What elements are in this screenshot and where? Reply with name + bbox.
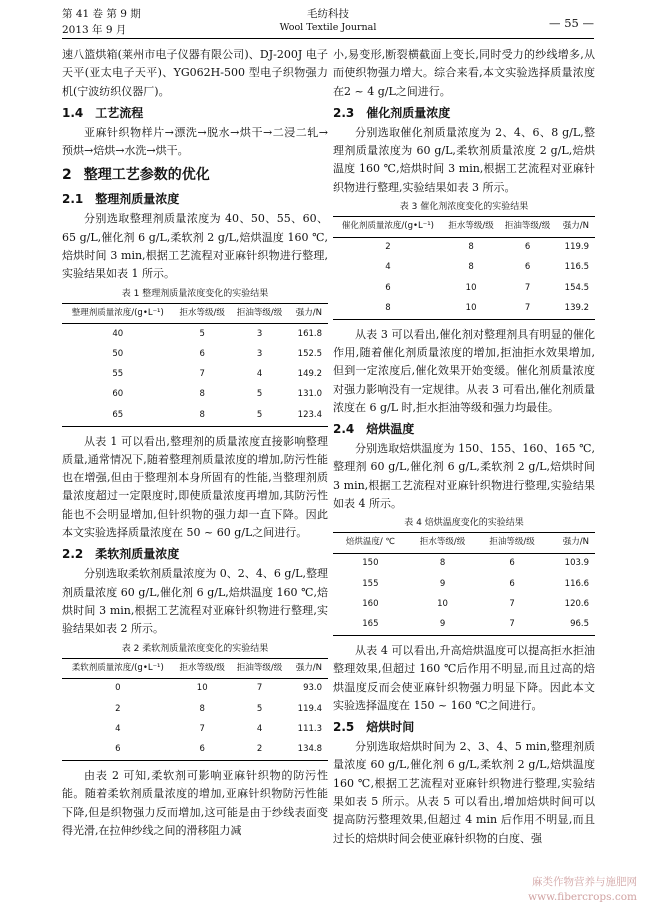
table-cell: 8	[199, 389, 205, 400]
table-cell: 161.8	[297, 328, 322, 339]
table-cell: 131.0	[297, 389, 322, 400]
table-3	[333, 216, 595, 320]
table-header-cell: 拒水等级/级	[179, 307, 225, 318]
table-1-caption: 表 1 整理剂质量浓度变化的实验结果	[121, 288, 269, 299]
catalyst-paragraph: 分别选取催化剂质量浓度为 2、4、6、8 g/L,整理剂质量浓度为 60 g/L,柔软剂质量浓度 2 g/L,焙烘温度 160 ℃,焙烘时间 3 min,根据工艺流程对亚麻针织物进行整理,实验结果如表 3 所示。	[333, 125, 595, 194]
table-header-cell: 焙烘温度/ ℃	[345, 537, 395, 548]
table-cell: 6	[199, 744, 205, 755]
right-column	[333, 46, 595, 848]
section-heading-2-5	[333, 717, 595, 737]
section-title: 整理工艺参数的优化	[83, 167, 210, 184]
section-heading-2-4	[333, 419, 595, 439]
table-cell: 6	[524, 262, 531, 273]
table-2	[62, 658, 328, 762]
table-header-cell: 拒油等级/级	[236, 662, 283, 673]
table-cell: 134.8	[297, 744, 322, 755]
table-cell: 7	[524, 302, 531, 313]
table-header-cell: 拒水等级/级	[179, 662, 225, 673]
table-cell: 55	[112, 369, 124, 380]
journal-title-en: Wool Textile Journal	[279, 22, 377, 33]
watermark-url: www.fibercrops.com	[528, 891, 637, 903]
table-cell: 8	[385, 302, 391, 313]
table-row	[333, 594, 595, 614]
table-row	[333, 553, 595, 574]
table-cell: 96.5	[570, 619, 589, 630]
table-1	[62, 303, 328, 427]
section-number: 1.4	[62, 105, 84, 120]
table-row	[62, 365, 328, 385]
table-cell: 7	[524, 282, 531, 293]
baking-time-paragraph: 分别选取焙烘时间为 2、3、4、5 min,整理剂质量浓度 60 g/L,催化剂 6 g/L,柔软剂 2 g/L,焙烘温度 160 ℃,根据工艺流程对亚麻针织物进行整理,实验结果如表 5 所示。从表 5 可以看出,增加焙烘时间可以提高防污整理效果,但超过 4 min 后作用不明显,而且过长的焙烘时间会使亚麻针织物的白度、强	[333, 740, 595, 845]
journal-title-cn: 毛纺科技	[307, 8, 349, 20]
table-cell: 4	[256, 369, 263, 380]
table-cell: 4	[256, 724, 263, 734]
table-row	[333, 278, 595, 298]
table-cell: 2	[115, 703, 121, 714]
section-number: 2.1	[62, 192, 84, 207]
finishing-agent-paragraph: 分别选取整理剂质量浓度为 40、50、55、60、65 g/L,催化剂 6 g/L,柔软剂 2 g/L,焙烘温度 160 ℃,焙烘时间 3 min,根据工艺流程对亚麻针织物进行整理,实验结果如表 1 所示。	[62, 212, 328, 281]
table-4	[333, 532, 595, 636]
table-4-discussion: 从表 4 可以看出,升高焙烘温度可以提高拒水拒油整理效果,但超过 160 ℃后作用不明显,而且过高的焙烘温度反而会使亚麻针织物强力明显下降。因此本文实验选择温度在 150 ~ 160 ℃之间进行。	[333, 644, 595, 712]
table-cell: 65	[112, 409, 124, 420]
section-title: 整理剂质量浓度	[95, 192, 180, 207]
table-cell: 2	[256, 744, 263, 755]
continued-paragraph: 小,易变形,断裂横截面上变长,同时受力的纱线增多,从而使织物强力增大。综合来看,本文实验选择质量浓度在2 ~ 4 g/L之间进行。	[333, 48, 595, 98]
table-row	[62, 324, 328, 345]
section-title: 催化剂质量浓度	[366, 105, 451, 120]
table-cell: 10	[465, 282, 477, 293]
volume-issue: 第 41 卷 第 9 期	[62, 8, 141, 20]
table-cell: 0	[115, 683, 121, 694]
table-row	[62, 679, 328, 700]
table-cell: 3	[256, 348, 263, 359]
table-header-cell: 强力/N	[562, 537, 589, 548]
watermark-title: 麻类作物营养与施肥网	[532, 876, 637, 888]
table-cell: 9	[439, 578, 446, 589]
running-header	[62, 4, 594, 48]
table-cell: 60	[112, 389, 124, 400]
table-header-cell: 拒油等级/级	[236, 307, 283, 318]
table-cell: 149.2	[297, 369, 322, 380]
table-row	[333, 298, 595, 319]
header-rule	[62, 38, 594, 39]
table-cell: 7	[256, 683, 263, 694]
table-cell: 6	[509, 578, 515, 589]
table-cell: 150	[362, 558, 379, 569]
table-cell: 155	[362, 578, 379, 589]
table-cell: 5	[256, 389, 263, 400]
section-number: 2.5	[333, 720, 355, 735]
table-header-cell: 拒油等级/级	[489, 537, 535, 548]
table-2-caption: 表 2 柔软剂质量浓度变化的实验结果	[121, 643, 269, 654]
table-cell: 9	[439, 619, 446, 630]
table-row	[62, 699, 328, 719]
section-heading-2-1	[62, 189, 328, 209]
table-header-cell: 拒水等级/级	[419, 537, 466, 548]
table-header-cell: 强力/N	[295, 307, 322, 318]
table-row	[333, 258, 595, 278]
table-cell: 8	[199, 703, 205, 714]
section-number: 2.3	[333, 105, 355, 120]
table-cell: 103.9	[564, 558, 589, 569]
table-cell: 50	[112, 348, 124, 359]
table-cell: 7	[199, 724, 205, 734]
table-row	[62, 344, 328, 364]
process-flow-paragraph: 亚麻针织物样片→漂洗→脱水→烘干→二浸二轧→预烘→焙烘→水洗→烘干。	[62, 125, 328, 158]
table-cell: 7	[509, 619, 515, 630]
section-heading-2-3	[333, 103, 595, 123]
table-cell: 6	[509, 558, 515, 569]
table-cell: 8	[199, 409, 205, 420]
table-header-cell: 强力/N	[562, 221, 589, 232]
table-cell: 123.4	[297, 409, 322, 420]
table-cell: 119.4	[297, 703, 322, 714]
table-header-cell: 整理剂质量浓度/(g•L⁻¹)	[71, 307, 164, 318]
table-4-caption: 表 4 焙烘温度变化的实验结果	[404, 518, 524, 529]
table-cell: 8	[468, 262, 474, 273]
table-cell: 6	[385, 282, 391, 293]
table-cell: 6	[115, 744, 121, 755]
page-number: — 55 —	[549, 16, 594, 30]
table-header-cell: 柔软剂质量浓度/(g•L⁻¹)	[71, 662, 164, 673]
table-cell: 139.2	[564, 302, 589, 313]
table-cell: 40	[112, 328, 124, 339]
table-cell: 5	[256, 703, 263, 714]
section-heading-2-2	[62, 544, 328, 564]
table-cell: 3	[256, 328, 263, 339]
table-row	[333, 574, 595, 594]
issue-date: 2013 年 9 月	[62, 24, 127, 36]
table-cell: 10	[465, 302, 477, 313]
equipment-paragraph: 速八篮烘箱(莱州市电子仪器有限公司)、DJ-200J 电子天平(亚太电子天平)、YG062H-500 型电子织物强力机(宁波纺织仪器厂)。	[62, 48, 328, 98]
table-cell: 160	[362, 598, 379, 609]
table-cell: 165	[362, 619, 379, 630]
baking-temperature-paragraph: 分别选取焙烘温度为 150、155、160、165 ℃,整理剂 60 g/L,催化剂 6 g/L,柔软剂 2 g/L,焙烘时间 3 min,根据工艺流程对亚麻针织物进行整理,实验结果如表 4 所示。	[333, 442, 595, 511]
table-header-cell: 拒水等级/级	[448, 221, 494, 232]
table-header-cell: 强力/N	[295, 662, 322, 673]
table-2-discussion: 由表 2 可知,柔软剂可影响亚麻针织物的防污性能。随着柔软剂质量浓度的增加,亚麻针织物防污性能下降,但是织物强力反而增加,这可能是由于纱线表面变得光滑,在拉伸纱线之间的滑移阻力减	[62, 769, 328, 838]
table-cell: 116.5	[564, 262, 589, 273]
left-column	[62, 46, 328, 840]
section-heading-1-4	[62, 103, 328, 123]
section-title: 焙烘温度	[366, 422, 415, 437]
section-number: 2.2	[62, 547, 84, 562]
table-cell: 119.9	[564, 241, 589, 252]
table-cell: 5	[199, 328, 205, 339]
section-title: 焙烘时间	[366, 720, 415, 735]
table-cell: 2	[385, 241, 391, 252]
table-header-cell: 拒油等级/级	[504, 221, 551, 232]
table-cell: 6	[199, 348, 205, 359]
section-number: 2	[62, 167, 72, 184]
table-1-discussion: 从表 1 可以看出,整理剂的质量浓度直接影响整理质量,通常情况下,随着整理剂质量浓度的增加,防污性能也在增强,但由于整理剂本身所固有的性能,当整理剂质量浓度超过一定限度时,即使质量浓度再增加,其防污性能也不会明显增加,但针织物的强力却一直下降。因此本文实验选择质量浓度在 50 ~ 60 g/L之间进行。	[62, 434, 328, 540]
table-cell: 120.6	[564, 598, 589, 609]
table-cell: 116.6	[564, 578, 589, 589]
table-row	[333, 237, 595, 258]
watermark	[528, 875, 637, 905]
table-3-caption: 表 3 催化剂浓度变化的实验结果	[399, 202, 529, 213]
section-title: 工艺流程	[95, 105, 144, 120]
table-cell: 154.5	[564, 282, 589, 293]
table-cell: 7	[509, 598, 515, 609]
table-cell: 10	[196, 683, 208, 694]
section-title: 柔软剂质量浓度	[95, 547, 180, 562]
table-cell: 93.0	[303, 683, 322, 694]
table-cell: 4	[115, 724, 121, 734]
table-row	[62, 740, 328, 761]
table-row	[62, 405, 328, 426]
table-header-cell: 催化剂质量浓度/(g•L⁻¹)	[341, 221, 434, 232]
section-heading-2	[62, 165, 328, 185]
table-cell: 111.3	[297, 724, 322, 734]
section-number: 2.4	[333, 422, 355, 437]
table-cell: 6	[524, 241, 531, 252]
table-row	[62, 385, 328, 405]
table-cell: 152.5	[297, 348, 322, 359]
table-cell: 8	[468, 241, 474, 252]
table-row	[333, 615, 595, 636]
softener-paragraph: 分别选取柔软剂质量浓度为 0、2、4、6 g/L,整理剂质量浓度 60 g/L,催化剂 6 g/L,焙烘温度 160 ℃,焙烘时间 3 min,根据工艺流程对亚麻针织物进行整理,实验结果如表 2 所示。	[62, 567, 328, 636]
table-row	[62, 720, 328, 740]
table-cell: 10	[437, 598, 448, 609]
table-3-discussion: 从表 3 可以看出,催化剂对整理剂具有明显的催化作用,随着催化剂质量浓度的增加,拒油拒水效果增加,但到一定浓度后,催化效果开始变缓。催化剂质量浓度对强力影响没有一定规律。从表 3 可看出,催化剂质量浓度在 6 g/L 时,拒水拒油等级和强力均最佳。	[333, 327, 595, 414]
table-cell: 7	[199, 369, 205, 380]
table-cell: 8	[439, 558, 446, 569]
table-cell: 4	[385, 262, 391, 273]
table-cell: 5	[256, 409, 263, 420]
